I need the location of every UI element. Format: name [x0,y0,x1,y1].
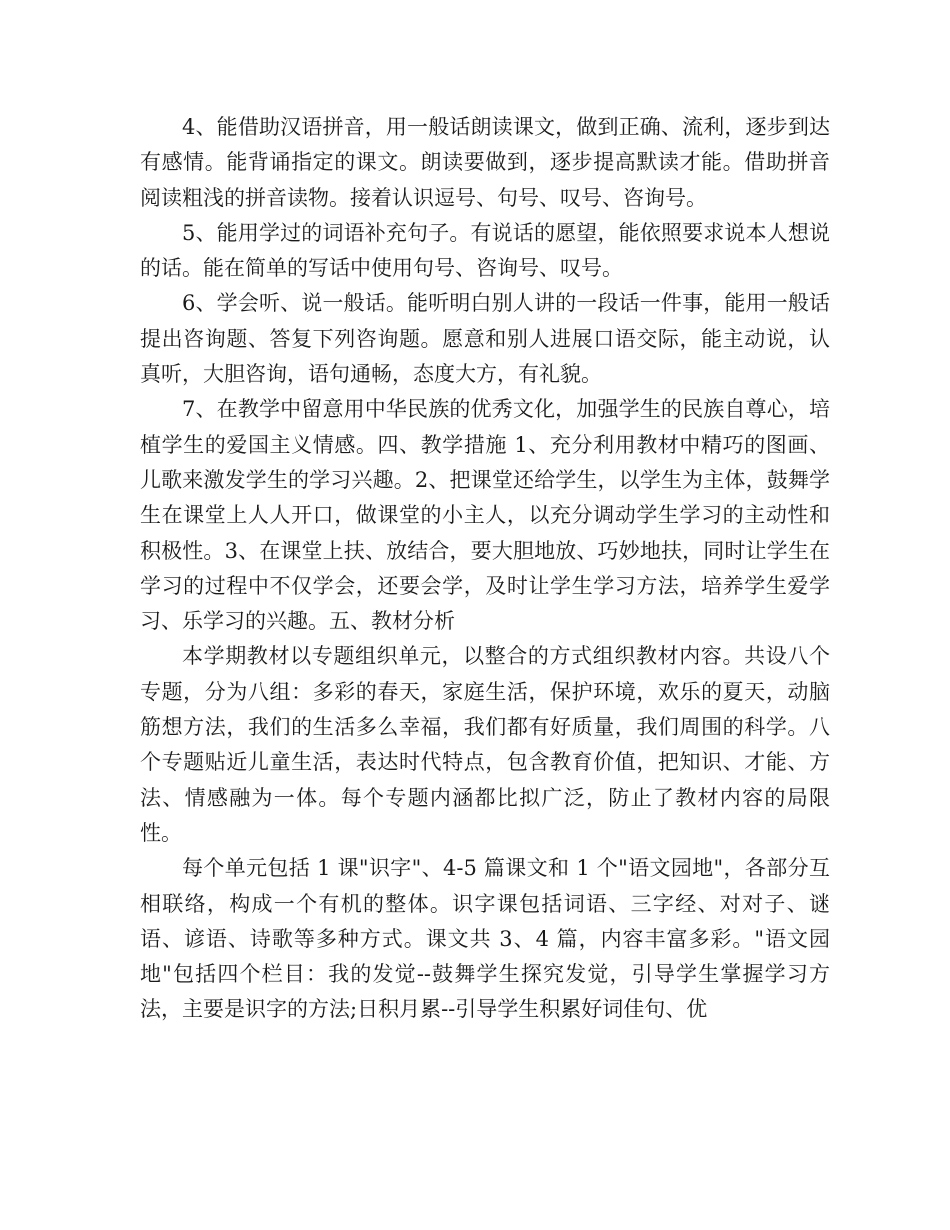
paragraph-4-reading: 4、能借助汉语拼音，用一般话朗读课文，做到正确、流利，逐步到达有感情。能背诵指定的课文。朗读要做到，逐步提高默读才能。借助拼音阅读粗浅的拼音读物。接着认识逗号、句号、叹号、咨询号。 [140,115,830,210]
paragraph-6-listening: 6、学会听、说一般话。能听明白别人讲的一段话一件事，能用一般话提出咨询题、答复下列咨询题。愿意和别人进展口语交际，能主动说，认真听，大胆咨询，语句通畅，态度大方，有礼貌。 [140,291,830,387]
paragraph-5-sentences: 5、能用学过的词语补充句子。有说话的愿望，能依照要求说本人想说的话。能在简单的写话中使用句号、咨询号、叹号。 [140,220,830,281]
paragraph-unit-structure: 每个单元包括 1 课"识字"、4-5 篇课文和 1 个"语文园地"，各部分互相联络，构成一个有机的整体。识字课包括词语、三字经、对对子、谜语、谚语、诗歌等多种方式。课文共 3、4 篇，内容丰富多彩。"语文园地"包括四个栏目：我的发觉--鼓舞学生探究发觉，引导学生掌握学习方法，主要是识字的方法;日积月累--引导学生积累好词佳句、优 [140,856,830,1022]
paragraph-7-culture-methods: 7、在教学中留意用中华民族的优秀文化，加强学生的民族自尊心，培植学生的爱国主义情感。四、教学措施 1、充分利用教材中精巧的图画、儿歌来激发学生的学习兴趣。2、把课堂还给学生，以学生为主体，鼓舞学生在课堂上人人开口，做课堂的小主人，以充分调动学生学习的主动性和积极性。3、在课堂上扶、放结合，要大胆地放、巧妙地扶，同时让学生在学习的过程中不仅学会，还要会学，及时让学生学习方法，培养学生爱学习、乐学习的兴趣。五、教材分析 [140,397,830,634]
paragraph-textbook-topics: 本学期教材以专题组织单元，以整合的方式组织教材内容。共设八个专题，分为八组：多彩的春天，家庭生活，保护环境，欢乐的夏天，动脑筋想方法，我们的生活多么幸福，我们都有好质量，我们周围的科学。八个专题贴近儿童生活，表达时代特点，包含教育价值，把知识、才能、方法、情感融为一体。每个专题内涵都比拟广泛，防止了教材内容的局限性。 [140,644,830,845]
document-page [140,110,830,1028]
